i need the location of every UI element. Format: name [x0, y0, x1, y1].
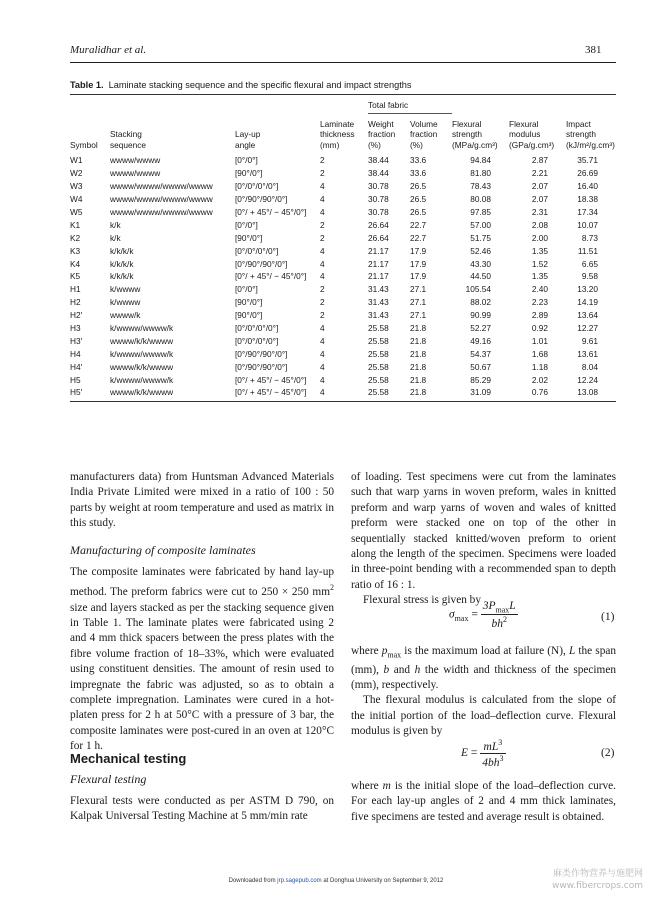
right-column-para1: of loading. Test specimens were cut from the laminates such that warp yarns in woven preform, wales in knitted preform and warp yarns of woven and wales of knitted preform were stacked one on top of the other in sequentially stacked knitted/woven preform to orient along the length of the specimen. Specimens were loaded in three-point bending with a recommended span to depth ratio of 16 : 1. Flexural stress is given by: [351, 470, 616, 609]
table-cell: 4: [320, 245, 325, 256]
table-row: [70, 180, 616, 193]
table-cell: wwww/k/k/wwww: [110, 335, 174, 346]
right-column-para3: [351, 644, 616, 740]
table-cell: H3′: [70, 335, 83, 346]
table-cell: 81.80: [470, 168, 491, 179]
table-row: [70, 231, 616, 244]
table-cell: k/k/k/k: [110, 245, 134, 256]
data-table: [70, 96, 616, 399]
column-header: [235, 113, 320, 154]
table-row: [70, 296, 616, 309]
table-cell: wwww/wwww/wwww/wwww: [110, 207, 213, 217]
table-cell: W4: [70, 194, 83, 205]
table-cell: 57.00: [470, 219, 491, 230]
table-cell: k/wwww/wwww/k: [110, 323, 174, 334]
table-cell: 21.8: [410, 361, 427, 372]
table-cell: [0°/90°/90°/0°]: [235, 194, 288, 205]
group-header-total-fabric: Total fabric: [368, 96, 452, 113]
table-cell: k/k: [110, 232, 121, 243]
column-header-line: (mm): [320, 139, 340, 150]
column-header-line: fraction: [410, 129, 438, 139]
table-cell: 2: [320, 155, 325, 166]
table-cell: 26.69: [577, 168, 598, 179]
column-header-line: (MPa/g.cm³): [452, 139, 498, 150]
manufacturing-paragraph: The composite laminates were fabricated by hand lay-up method. The preform fabrics were cut to 250 × 250 $mm^2$ size and layers stacked as per the stacking sequence given in Table 1. The laminate plates were fabricated using 2 and 4 mm thick spacers between the press plates with the fibre volume fraction of 18–33%, which were evaluated using constituent densities. The amount of resin used to impregnate the fabric was adjusted, so as to obtain a complete impregnation. Laminates were cured in a hot-platen press for 2 h at 50°C with a pressure of 3 bar, the composite laminates were post-cured in an oven at 120°C for 1 h.: [70, 566, 334, 753]
table-cell: 8.04: [581, 361, 598, 372]
column-header-line: Weight: [368, 118, 394, 129]
table-cell: 2: [320, 284, 325, 295]
table-cell: K5: [70, 271, 81, 282]
column-header-line: Impact: [566, 118, 591, 129]
column-header-line: (%): [368, 139, 381, 150]
eq1-definitions: where $p_{max}$ is the maximum load at failure (N), L the span (mm), b and h the width and thickness of the specimen (mm), respectively.: [351, 645, 617, 692]
table-cell: 26.64: [368, 219, 389, 230]
column-header-line: thickness: [320, 129, 355, 139]
table-cell: 18.38: [577, 194, 598, 205]
table-cell: k/k/k/k: [110, 258, 134, 269]
table-cell: W1: [70, 155, 83, 166]
table-cell: wwww/k/k/wwww: [110, 361, 174, 372]
table-cell: 26.5: [410, 181, 427, 192]
watermark: 麻类作物营养与施肥网 www.fibercrops.com: [552, 869, 643, 891]
table-cell: 44.50: [470, 271, 491, 282]
column-header: [509, 113, 566, 154]
table-cell: [0°/90°/90°/0°]: [235, 258, 288, 269]
table-cell: 1.52: [531, 258, 548, 269]
table-cell: 30.78: [368, 181, 389, 192]
column-header-line: Flexural: [452, 118, 482, 129]
table-cell: 4: [320, 258, 325, 269]
table-cell: wwww/wwww: [110, 155, 161, 166]
table-cell: k/k/k/k: [110, 271, 134, 282]
table-row: [70, 347, 616, 360]
column-header-line: Flexural: [509, 118, 539, 129]
table-cell: 8.73: [581, 232, 598, 243]
table-cell: W2: [70, 168, 83, 179]
table-cell: 13.20: [577, 284, 598, 295]
table-row: [70, 154, 616, 167]
column-header-line: Symbol: [70, 139, 98, 150]
table-cell: 4: [320, 271, 325, 282]
table-cell: 2.23: [531, 297, 548, 308]
table-row: [70, 244, 616, 257]
eq2-definitions: where m is the initial slope of the load–deflection curve. For each lay-up angles of 2 and 4 mm thick laminates, five specimens are tested and average result is obtained.: [351, 780, 616, 823]
table-cell: k/wwww: [110, 297, 141, 308]
table-cell: H3: [70, 323, 81, 334]
table-cell: [0°/ + 45°/ − 45°/0°]: [235, 207, 307, 217]
table-cell: 17.9: [410, 271, 427, 282]
table-cell: 6.65: [581, 258, 598, 269]
table-cell: 94.84: [470, 155, 491, 166]
header-rule: [70, 62, 616, 63]
table-body: [70, 154, 616, 399]
table-cell: k/wwww/wwww/k: [110, 374, 174, 385]
table-caption-text: Laminate stacking sequence and the specific flexural and impact strengths: [108, 80, 412, 90]
section-mechanical-testing: Mechanical testing: [70, 751, 187, 766]
table-cell: 21.17: [368, 245, 389, 256]
column-header-line: sequence: [110, 139, 146, 150]
subhead-manufacturing: Manufacturing of composite laminates: [70, 543, 256, 557]
table-cell: 50.67: [470, 361, 491, 372]
table-cell: wwww/wwww: [110, 168, 161, 179]
left-column-para2: [70, 565, 334, 755]
table-bottom-rule: [70, 401, 616, 402]
table-cell: K2: [70, 232, 81, 243]
table-cell: 97.85: [470, 207, 491, 217]
running-head-author: Muralidhar et al.: [70, 44, 147, 56]
table-cell: H4: [70, 348, 81, 359]
column-header-line: strength: [452, 129, 482, 139]
table-header-row: [70, 113, 616, 154]
table-cell: 4: [320, 374, 325, 385]
table-cell: 30.78: [368, 194, 389, 205]
table-cell: 21.17: [368, 271, 389, 282]
flexural-stress-intro: Flexural stress is given by: [363, 594, 481, 607]
table-cell: 13.64: [577, 310, 598, 321]
table-cell: 26.5: [410, 194, 427, 205]
table-row: [70, 270, 616, 283]
column-header: [320, 113, 368, 154]
page-number: 381: [585, 44, 602, 56]
table-cell: 31.43: [368, 297, 389, 308]
table-cell: H2: [70, 297, 81, 308]
table-cell: 90.99: [470, 310, 491, 321]
table-cell: 22.7: [410, 232, 427, 243]
table-cell: 25.58: [368, 323, 389, 334]
table-cell: 13.08: [577, 387, 598, 398]
table-row: [70, 360, 616, 373]
table-cell: 4: [320, 335, 325, 346]
table-cell: [0°/ + 45°/ − 45°/0°]: [235, 374, 307, 385]
table-row: [70, 283, 616, 296]
column-header: [70, 113, 110, 154]
table-cell: 33.6: [410, 168, 427, 179]
table-cell: 2.08: [531, 219, 548, 230]
table-cell: 2.89: [531, 310, 548, 321]
table-cell: 2.31: [531, 207, 548, 217]
column-header: [452, 113, 509, 154]
column-header-line: Volume: [410, 118, 438, 129]
table-cell: [0°/90°/90°/0°]: [235, 361, 288, 372]
table-cell: [0°/0°/0°/0°]: [235, 323, 279, 334]
table-cell: 2.07: [531, 194, 548, 205]
table-cell: K1: [70, 219, 81, 230]
table-cell: 38.44: [368, 155, 389, 166]
table-cell: [0°/0°/0°/0°]: [235, 181, 279, 192]
table-cell: 21.8: [410, 374, 427, 385]
table-cell: 16.40: [577, 181, 598, 192]
table-cell: 21.8: [410, 348, 427, 359]
table-cell: 21.8: [410, 335, 427, 346]
table-cell: 2.00: [531, 232, 548, 243]
table-group-header-row: [70, 96, 616, 113]
table-cell: [90°/0°]: [235, 297, 263, 308]
table-cell: 12.27: [577, 323, 598, 334]
table-cell: 38.44: [368, 168, 389, 179]
table-cell: H1: [70, 284, 81, 295]
table-cell: K3: [70, 245, 81, 256]
table-cell: 0.92: [531, 323, 548, 334]
table-cell: H2′: [70, 310, 83, 321]
table-row: [70, 309, 616, 322]
table-cell: W3: [70, 181, 83, 192]
table-cell: k/wwww/wwww/k: [110, 348, 174, 359]
table-cell: 2.02: [531, 374, 548, 385]
table-row: [70, 334, 616, 347]
table-cell: W5: [70, 207, 83, 217]
table-cell: [0°/0°/0°/0°]: [235, 245, 279, 256]
table-cell: k/k: [110, 219, 121, 230]
table-cell: [0°/0°]: [235, 284, 258, 295]
table-cell: 25.58: [368, 374, 389, 385]
table-cell: 4: [320, 207, 325, 217]
table-cell: 17.9: [410, 245, 427, 256]
table-cell: [0°/0°]: [235, 219, 258, 230]
table-cell: 31.43: [368, 310, 389, 321]
table-cell: 4: [320, 387, 325, 398]
column-header-line: Stacking: [110, 129, 142, 139]
table-cell: 1.18: [531, 361, 548, 372]
table-cell: 31.09: [470, 387, 491, 398]
table-cell: 2.40: [531, 284, 548, 295]
table-cell: 12.24: [577, 374, 598, 385]
table-caption: [70, 80, 412, 90]
table-cell: 17.9: [410, 258, 427, 269]
table-row: [70, 167, 616, 180]
table-label: Table 1.: [70, 80, 104, 90]
table-cell: 27.1: [410, 284, 427, 295]
table-cell: 25.58: [368, 348, 389, 359]
equation-1-number: (1): [601, 611, 615, 623]
left-column-para3: Flexural tests were conducted as per ASTM D 790, on Kalpak Universal Testing Machine at 5 mm/min rate: [70, 795, 334, 823]
table-row: [70, 257, 616, 270]
table-cell: 31.43: [368, 284, 389, 295]
table-cell: 1.35: [531, 245, 548, 256]
table-cell: 33.6: [410, 155, 427, 166]
table-cell: 25.58: [368, 387, 389, 398]
table-cell: 21.8: [410, 387, 427, 398]
table-cell: H5′: [70, 387, 83, 398]
table-cell: 25.58: [368, 335, 389, 346]
table-cell: wwww/wwww/wwww/wwww: [110, 181, 213, 192]
table-cell: H4′: [70, 361, 83, 372]
table-cell: 13.61: [577, 348, 598, 359]
table-cell: [90°/0°]: [235, 310, 263, 321]
table-cell: 21.8: [410, 323, 427, 334]
table-cell: 51.75: [470, 232, 491, 243]
table-cell: 11.51: [577, 245, 598, 256]
column-header: [368, 113, 410, 154]
table-cell: 1.01: [531, 335, 548, 346]
table-cell: 17.34: [577, 207, 598, 217]
table-cell: 78.43: [470, 181, 491, 192]
table-cell: [0°/ + 45°/ − 45°/0°]: [235, 387, 307, 398]
table-cell: 0.76: [531, 387, 548, 398]
table-cell: 4: [320, 348, 325, 359]
table-cell: 4: [320, 323, 325, 334]
column-header-line: (%): [410, 139, 423, 150]
left-column-para1: manufacturers data) from Huntsman Advanced Materials India Private Limited were mixed in a ratio of 100 : 50 parts by weight at room temperature and used as matrix in this study.: [70, 471, 334, 530]
column-header: [110, 113, 235, 154]
table-cell: wwww/k/k/wwww: [110, 387, 174, 398]
table-row: [70, 206, 616, 219]
table-cell: 27.1: [410, 310, 427, 321]
table-row: [70, 373, 616, 386]
subhead-flexural-testing: Flexural testing: [70, 772, 147, 786]
equation-2-number: (2): [601, 747, 615, 759]
column-header-line: Laminate: [320, 118, 355, 129]
table-cell: [0°/0°/0°/0°]: [235, 335, 279, 346]
column-header-line: angle: [235, 139, 256, 150]
table-cell: 2: [320, 168, 325, 179]
table-cell: 9.61: [581, 335, 598, 346]
table-cell: 4: [320, 181, 325, 192]
table-cell: 52.27: [470, 323, 491, 334]
table-cell: 80.08: [470, 194, 491, 205]
equation-1: $\sigma_{max}$ = $\frac{3P_{max}L}{bh^2}$: [449, 600, 516, 631]
table-cell: 52.46: [470, 245, 491, 256]
column-header-line: strength: [566, 129, 596, 139]
table-cell: 2: [320, 232, 325, 243]
table-cell: [0°/ + 45°/ − 45°/0°]: [235, 271, 307, 282]
right-column-para5: [351, 779, 616, 825]
table-cell: 1.68: [531, 348, 548, 359]
table-cell: 85.29: [470, 374, 491, 385]
column-header-line: modulus: [509, 129, 541, 139]
table-cell: 2.07: [531, 181, 548, 192]
table-cell: 22.7: [410, 219, 427, 230]
column-header-line: Lay-up: [235, 129, 261, 139]
column-header-line: fraction: [368, 129, 396, 139]
table-cell: 21.17: [368, 258, 389, 269]
table-cell: 43.30: [470, 258, 491, 269]
table-cell: [0°/0°]: [235, 155, 258, 166]
table-cell: 26.5: [410, 207, 427, 217]
table-cell: 105.54: [465, 284, 491, 295]
table-cell: 1.35: [531, 271, 548, 282]
table-row: [70, 322, 616, 335]
table-cell: 2: [320, 219, 325, 230]
table-cell: H5: [70, 374, 81, 385]
table-cell: 26.64: [368, 232, 389, 243]
table-cell: 88.02: [470, 297, 491, 308]
table-cell: 30.78: [368, 207, 389, 217]
flexural-modulus-intro: The flexural modulus is calculated from the slope of the initial portion of the load–deflection curve. Flexural modulus is given by: [351, 694, 616, 738]
table-cell: [90°/0°]: [235, 168, 263, 179]
column-header-line: (kJ/m²/g.cm³): [566, 139, 615, 150]
table-cell: k/wwww: [110, 284, 141, 295]
table-cell: K4: [70, 258, 81, 269]
table-row: [70, 386, 616, 399]
table-cell: 49.16: [470, 335, 491, 346]
table-cell: 2: [320, 310, 325, 321]
table-cell: 14.19: [577, 297, 598, 308]
footer-link[interactable]: jrp.sagepub.com: [277, 878, 322, 884]
table-cell: 35.71: [577, 155, 598, 166]
table-cell: [90°/0°]: [235, 232, 263, 243]
equation-2: E = $\frac{mL^3}{4bh^3}$: [461, 738, 504, 769]
table-row: [70, 193, 616, 206]
table-cell: 25.58: [368, 361, 389, 372]
table-cell: 2.21: [531, 168, 548, 179]
column-header: [410, 113, 452, 154]
table-cell: 2.87: [531, 155, 548, 166]
table-cell: 4: [320, 194, 325, 205]
table-cell: 10.07: [577, 219, 598, 230]
table-cell: 9.58: [581, 271, 598, 282]
table-cell: 27.1: [410, 297, 427, 308]
table-cell: wwww/k: [110, 310, 141, 321]
table-cell: 2: [320, 297, 325, 308]
download-footer: Downloaded from jrp.sagepub.com at Donghua University on September 9, 2012: [228, 878, 444, 884]
table-top-rule: [70, 94, 616, 95]
table-cell: wwww/wwww/wwww/wwww: [110, 194, 213, 205]
table-cell: 4: [320, 361, 325, 372]
column-header-line: (GPa/g.cm³): [509, 139, 555, 150]
table-row: [70, 218, 616, 231]
column-header: [566, 113, 616, 154]
table-cell: [0°/90°/90°/0°]: [235, 348, 288, 359]
table-cell: 54.37: [470, 348, 491, 359]
